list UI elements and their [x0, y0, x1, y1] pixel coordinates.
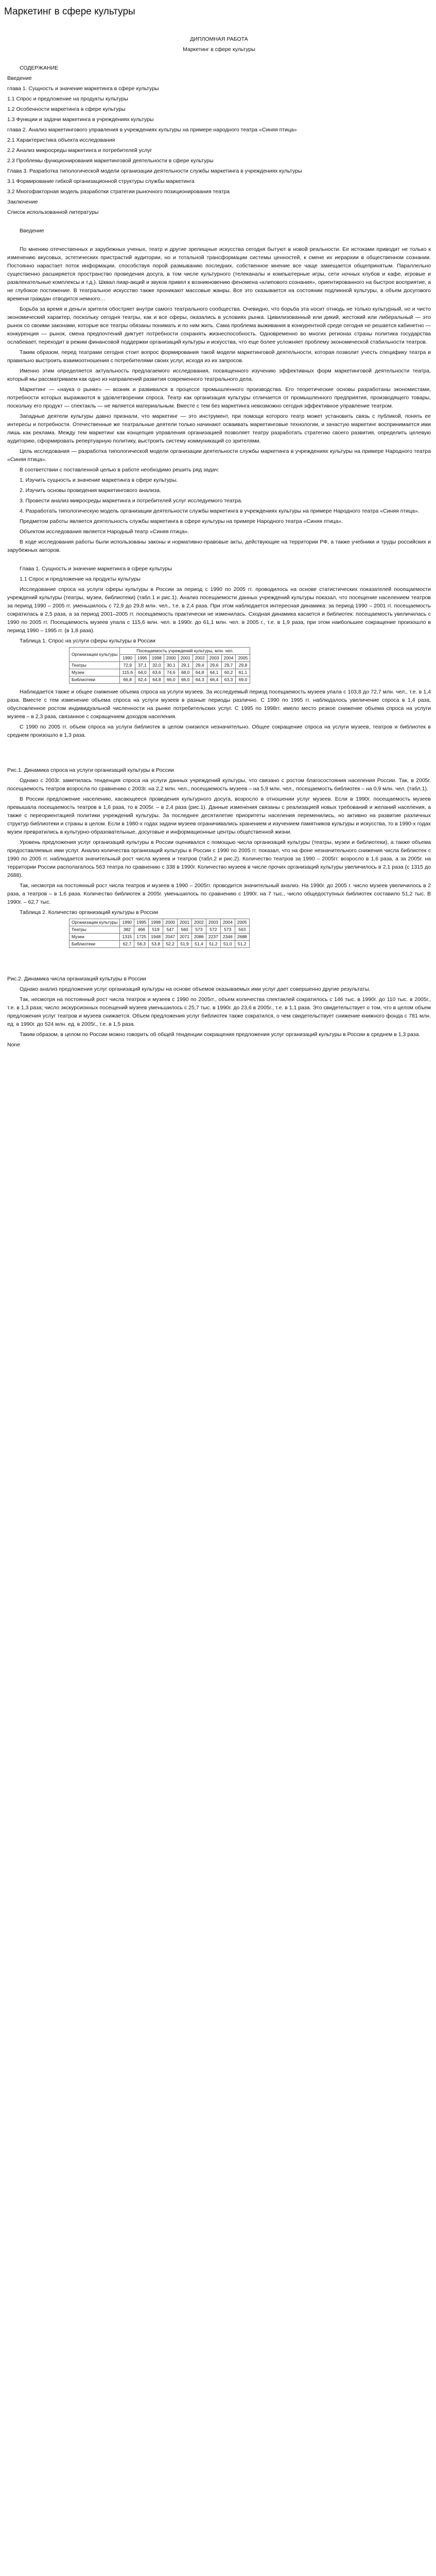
paragraph: Борьба за время и деньги зрителя обостряет внутри самого театрального сообщества. Очевидно, что борьба эта носит отнюдь не только культурный, но и чисто экономический характер, поскольку сегодня театры, как и все сферы, оказались в условиях рынка. Цивилизованный или дикий, жестокий или либеральный — это рынок со своими законами, которые все театры обязаны понимать и по ним жить. Сама проблема выживания в конкурентной среде сегодня не решается кабинетно — конкуренция — рынок, смена предпочтений диктует потребности сохранять жизнеспособность. Одновременно во многих регионах страны политика государства ослабевает, переходит в режим финансовой поддержки организаций культуры и искусства, что еще более усложняет проблему экономической стабильности театров. [7, 306, 431, 345]
toc-item: 3.1 Формирование гибкой организационной структуры службы маркетинга [7, 178, 195, 184]
institutions-table [69, 919, 250, 948]
paragraph: Так, несмотря на постоянный рост числа театров и музеев с 1990 по 2005гг., объем количества спектаклей сократилось с 146 тыс. в 1990г. до 110 тыс. в 2005г., т.е. в 1,3 раза; число экскурсионных посещений музеев уменьшилось с 25,7 тыс. в 1990г. до 23,6 в 2005г., т.е. в 1,1 раза. Это свидетельствует о том, что в целом объем предложения услуг театров и музеев снижается. Объем предложения услуг библиотек также сократился, о чем свидетельствует снижение книжного фонда с 781 млн. ед. в 1990г. до 524 млн. ед. в 2005г., т.е. в 1,5 раза. [7, 996, 431, 1027]
table-header-cell: 1998 [149, 655, 164, 662]
table-cell: 61,1 [236, 669, 250, 676]
paragraph: Исследование спроса на услуги сферы культуры в России за период с 1990 по 2005 гг. проводилось на основе статистических показателей посещаемости учреждений культуры (театры, музеи, библиотеки) (табл.1 и рис.1). Анализ посещаемости данных учреждений культуры показал, что посещение населением театров за период 1990 – 2005 гг. уменьшилось с 72,9 до 29,8 млн. чел., т.е. в 2,4 раза. При этом наблюдается интересная динамика: за период 1990 – 2001 гг. посещаемость сократилась в 2,5 раза, а за период 2001–2005 гг. посещаемость практически не изменилась. Сходная динамика касается и библиотек: посещаемость увеличилась с 1990 по 2005 гг. Посещаемость музеев упала с 115,6 млн. чел. в 1990г. до 61,1 млн. чел. в 2005 г., т.е. в 1,9 раза, при этом наибольшее сокращение произошло в период 1990 – 1995 гг. (в 1,8 раза). [7, 586, 431, 634]
table-row [69, 934, 250, 941]
toc-item: 2.1 Характеристика объекта исследования [7, 137, 115, 143]
table-cell: 64,8 [193, 669, 207, 676]
table-cell: 563 [235, 926, 249, 934]
toc-item: Глава 3. Разработка типологической модели организации деятельности службы маркетинга в учреждениях культуры [7, 168, 302, 174]
table-header-cell: 2000 [164, 655, 178, 662]
section-title: 1.1 Спрос и предложение на продукты культуры [20, 576, 141, 582]
intro-title: Введение [20, 228, 44, 234]
table-cell: 37,1 [135, 662, 150, 669]
toc-item: Список использованной литературы [7, 209, 99, 215]
paragraph: В соответствии с поставленной целью в работе необходимо решить ряд задач: [20, 467, 219, 473]
paragraph: Наблюдается также и общее снижение объема спроса на услуги музеев. За исследуемый период посещаемость музеев упала с 103,8 до 72,7 млн. чел., т.е. в 1,4 раза. Вместе с тем изменение объема спроса на услуги музеев в разные периоды различно. С 1990 по 1995 гг. наблюдалось увеличение спроса в 1,4 раза, обусловленное ростом индивидуальной численности на рынке потребительских услуг. С 1995 по 1998гг. имело место резкое снижение объема спроса на услуги музеев – в 2,3 раза, связанное с сокращением доходов населения. [7, 689, 431, 720]
table-cell: 53,8 [149, 941, 163, 948]
table-header-row [69, 648, 250, 655]
paragraph: Цель исследования — разработка типологической модели организации деятельности службы маркетинга в учреждениях культуры на примере Народного театра «Синяя птица». [7, 448, 431, 463]
table-header-cell: 2001 [178, 655, 193, 662]
table-header-cell: 2005 [236, 655, 250, 662]
paragraph: Однако анализ предложения услуг организаций культуры на основе объемов оказываемых ими услуг дает совершенно другие результаты. [20, 986, 371, 992]
figure-2-placeholder [7, 952, 431, 973]
table-cell: 519 [149, 926, 163, 934]
paragraph: По мнению отечественных и зарубежных ученых, театр и другие зрелищные искусства сегодня бытуют в новой реальности. Ее истоками приводит не только к изменению вкусовых, эстетических пристрастий аудитории, но и тотальной трансформации системы ценностей, к смене их иерархии в общественном сознании. Постоянно нарастает поток информации, способствуя порой размыванию последних, собственное мнение все чаще замещается общепринятым. Параллельно существенно расширяется пространство проведения досуга, в том числе культурного (телеканалы и компьютерные игры, сети ночных клубов и кафе, игровые и развлекательные комплексы и т.д.). Шквал пиар-акций и звуков привел к возникновению феномена «клипового сознания», ориентированного на быстрое восприятие, а не глубокое постижение. В театральное искусство также проникают массовые жанры. Все это сказывается на состоянии подлинной культуры, в объем досугового времени граждан отводится немного… [7, 246, 431, 302]
paragraph: Таким образом, перед театрами сегодня стоит вопрос формирования такой модели маркетинговой деятельности, которая позволит учесть специфику театра и правильно выстроить взаимоотношения с потребителями своих услуг, исходя из их запросов. [7, 349, 431, 364]
table-header-cell: 2005 [235, 919, 249, 926]
table-row [69, 941, 250, 948]
table-cell: 62,7 [120, 941, 134, 948]
table-cell: 560 [178, 926, 192, 934]
table-cell: Библиотеки [69, 941, 120, 948]
table-cell: 66,8 [120, 676, 135, 684]
toc-item: Заключение [7, 199, 38, 205]
figure-caption: Рис.1. Динамика спроса на услуги организаций культуры в России [7, 767, 174, 773]
table-cell: Музеи [69, 669, 120, 676]
table-cell: Музеи [69, 934, 120, 941]
table-cell: 68,0 [178, 669, 193, 676]
toc-item: 1.3 Функции и задачи маркетинга в учреждениях культуры [7, 116, 154, 123]
table-header-cell: Организации культуры [69, 648, 120, 662]
table-cell: 1725 [134, 934, 149, 941]
table-row [69, 676, 250, 684]
table-cell: 2071 [178, 934, 192, 941]
table-cell: 63,6 [149, 669, 164, 676]
table-cell: 69,0 [236, 676, 250, 684]
paragraph: 4. Разработать типологическую модель организации деятельности службы маркетинга в учреждениях культуры на примере Народного театра «Синяя птица». [20, 508, 420, 514]
page-header [0, 0, 436, 24]
intro-section [7, 245, 431, 554]
table-cell: 466 [134, 926, 149, 934]
toc-item: 1.1 Спрос и предложение на продукты культуры [7, 96, 128, 102]
article-body [0, 24, 436, 1056]
table-header-cell: 2004 [221, 655, 236, 662]
table-cell: Библиотеки [69, 676, 120, 684]
table-header-cell: 2001 [178, 919, 192, 926]
table-header-cell: Организации культуры [69, 919, 120, 926]
table-cell: 1315 [120, 934, 134, 941]
table-cell: 51,9 [178, 941, 192, 948]
table-row [69, 926, 250, 934]
table-header-cell: 2000 [163, 919, 178, 926]
table-cell: 62,4 [135, 676, 150, 684]
paragraph: Однако с 2003г. заметилась тенденция спроса на услуги данных учреждений культуры, что связано с ростом благосостояния населения России. Так, в 2005г. посещаемость театров возросла по сравнению с 2003г. на 2,2 млн. чел., посещаемость музеев – на 5,9 млн. чел., посещаемость библиотек – на 0,9 млн. чел. (табл.1). [7, 777, 431, 792]
table-row [69, 662, 250, 669]
table-cell: 382 [120, 926, 134, 934]
toc-item: 2.2 Анализ микросреды маркетинга и потребителей услуг [7, 147, 152, 154]
doc-subheading: Маркетинг в сфере культуры [183, 46, 255, 53]
table-cell: 572 [206, 926, 220, 934]
chapter-title: Глава 1. Сущность и значение маркетинга в сфере культуры [20, 566, 172, 572]
table-cell: 51,0 [220, 941, 235, 948]
table-cell: 2237 [206, 934, 220, 941]
attendance-table [69, 647, 250, 684]
paragraph: Уровень предложения услуг организаций культуры в России оценивался с помощью числа организаций культуры (театры, музеи и библиотеки), а также объема предоставляемых ими услуг. Анализ количества организаций культуры в России с 1990 по 2005 гг. показал, что на фоне незначительного снижения числа библиотек с 1990 по 2005 гг. наблюдается значительный рост числа музеев и театров (табл.2 и рис.2). Количество театров за 1990 – 2005гг. возросло в 1,6 раза, а за 2005г. на территории России располагалось 563 театра по сравнению с 338 в 1990г. Количество музеев в числе прочих организаций культуры увеличилось в 2,1 раза (с 1315 до 2688). [7, 839, 431, 878]
table-cell: 1948 [149, 934, 163, 941]
paragraph: Маркетинг — «наука о рынке» — возник и развивался в процессе промышленного производства. Его теоретические основы разработаны экономистами, потребности которых выражаются в удовлетворении спроса. Театр как организация культуры отличается от промышленного предприятия, производящего товары, поскольку его продукт — спектакль — не является материальным. Вместе с тем без маркетинга невозможно сегодня эффективное управление театром. [7, 386, 431, 409]
table-cell: 2086 [191, 934, 206, 941]
table-cell: 56,3 [134, 941, 149, 948]
toc-item: Введение [7, 75, 32, 81]
toc-item: 3.2 Многофакторная модель разработки стратегии рыночного позиционирования театра [7, 189, 230, 195]
table-of-contents [7, 74, 431, 216]
toc-item: глава 2. Анализ маркетингового управления в учреждениях культуры на примере народного театра «Синяя птица» [7, 127, 297, 133]
table-cell: 74,6 [164, 669, 178, 676]
table-cell: 29,6 [207, 662, 221, 669]
table-row [69, 669, 250, 676]
table-cell: 29,4 [193, 662, 207, 669]
table-cell: 64,1 [207, 669, 221, 676]
table-cell: 29,7 [221, 662, 236, 669]
paragraph: Предметом работы является деятельность службы маркетинга в сфере культуры на примере Народного театра «Синяя птица». [20, 518, 343, 524]
table-cell: 573 [220, 926, 235, 934]
paragraph: Объектом исследования является Народный театр «Синяя птица». [20, 529, 189, 535]
table-cell: 2688 [235, 934, 249, 941]
table-cell: 51,2 [206, 941, 220, 948]
table-cell: 2047 [163, 934, 178, 941]
paragraph: 2. Изучить основы проведения маркетингового анализа. [20, 487, 161, 494]
table-cell: 64,8 [149, 676, 164, 684]
toc-item: 2.3 Проблемы функционирования маркетинговой деятельности в сфере культуры [7, 158, 214, 164]
table-header-cell: 2004 [220, 919, 235, 926]
doc-heading: ДИПЛОМНАЯ РАБОТА [190, 36, 248, 42]
table-header-cell: 1995 [135, 655, 150, 662]
table-cell: 2346 [220, 934, 235, 941]
table-cell: Театры [69, 926, 120, 934]
table-cell: 66,4 [207, 676, 221, 684]
paragraph: С 1990 по 2005 гг. объем спроса на услуги библиотек в целом снизился незначительно. Общее сокращение спроса на услуги музеев, театров и библиотек в среднем произошло в 1,3 раза. [7, 724, 431, 738]
table-cell: 66,0 [164, 676, 178, 684]
paragraph: Именно этим определяется актуальность предлагаемого исследования, посвященного изучению эффективных форм маркетинговой деятельности театра, который мы рассматриваем как одно из направлений развития современного театрального дела. [7, 368, 431, 382]
table-header-row [69, 919, 250, 926]
paragraph: Таким образом, в целом по России можно говорить об общей тенденции сокращения предложения услуг организаций культуры в России в среднем в 1,3 раза. [20, 1031, 421, 1038]
toc-item: глава 1. Сущность и значение маркетинга в сфере культуры [7, 86, 159, 92]
table-cell: 64,0 [135, 669, 150, 676]
paragraph: В России предложение населению, касающееся проведения культурного досуга, возросло в отношении услуг музеев. Если в 1990г. посещаемость музеев превышала посещаемость театров в 1,6 раза, то в 2005г. – в 2,4 раза (рис.1). Данные изменения связаны с реализацией новых требований и желаний населения, а также с переориентацией политики учреждений культуры. За последнее десятилетие приоритеты населения переменились, но активно на развитие различных структур библиотеки и страны в целом. Если в 1980-х годах задачи музеев ограничивались хранением и изучением памятников культуры и искусства, то в 1990-х годах музеи превратились в культурно-образовательные, досуговые и информационные центры общественной жизни. [7, 796, 431, 835]
toc-item: 1.2 Особенности маркетинга в сфере культуры [7, 106, 126, 112]
paragraph: 3. Провести анализ микросреды маркетинга и потребителей услуг исследуемого театра. [20, 498, 242, 504]
table-cell: 66,0 [178, 676, 193, 684]
table-header-cell: 2002 [191, 919, 206, 926]
table-header-cell: 1990 [120, 919, 134, 926]
paragraph: В ходе исследования работы были использованы законы и нормативно-правовые акты, действующие на территории РФ, а также учебники и труды российских и зарубежных авторов. [7, 539, 431, 553]
table-cell: Театры [69, 662, 120, 669]
table-header-cell: Посещаемость учреждений культуры, млн. чел. [120, 648, 250, 655]
figure-1-placeholder [7, 743, 431, 764]
table-header-cell: 2003 [206, 919, 220, 926]
paragraph: 1. Изучить сущность и значение маркетинга в сфере культуры. [20, 477, 178, 483]
table-cell: 51,2 [235, 941, 249, 948]
table-cell: 63,3 [221, 676, 236, 684]
table-cell: 115,6 [120, 669, 135, 676]
page-title: Маркетинг в сфере культуры [4, 6, 135, 17]
table-cell: 29,8 [236, 662, 250, 669]
table-cell: 573 [191, 926, 206, 934]
table-header-cell: 1990 [120, 655, 135, 662]
table-caption: Таблица 2. Количество организаций культуры в России [20, 909, 159, 916]
table-cell: 29,1 [178, 662, 193, 669]
table-cell: 72,9 [120, 662, 135, 669]
table-cell: 64,3 [193, 676, 207, 684]
table-cell: 52,2 [163, 941, 178, 948]
paragraph: Так, несмотря на постоянный рост числа театров и музеев в 1990 – 2005гг. проводится значительный анализ. На 1990г. до 2005 г. число музеев увеличилось в 2 раза, а театров – в 1,6 раза. Количество библиотек в 2005г. уменьшилось по сравнению с 1990г. на 7 тыс., число общедоступных библиотек составило 51,2 тыс. В 1990г. – 62,7 тыс. [7, 883, 431, 905]
paragraph: Западные деятели культуры давно признали, что маркетинг — это инструмент, при помощи которого театр может установить связь с публикой, понять ее интересы и потребности. Отечественные же театральные деятели только начинают осваивать маркетинговые технологии, и зачастую маркетинг воспринимается ими лишь как реклама. Между тем маркетинг как концепция управления организацией позволяет театру разработать стратегию своего развития, определить целевую аудиторию, сформировать репертуарную политику, выстроить систему коммуникаций со зрителями. [7, 413, 431, 444]
table-header-cell: 1998 [149, 919, 163, 926]
table-cell: 30,1 [164, 662, 178, 669]
table-cell: 51,4 [191, 941, 206, 948]
table-cell: 32,0 [149, 662, 164, 669]
table-cell: 60,2 [221, 669, 236, 676]
contents-title: СОДЕРЖАНИЕ [20, 65, 59, 71]
table-caption: Таблица 1. Спрос на услуги сферы культуры в России [20, 638, 155, 644]
footer-text: None [7, 1042, 21, 1048]
table-header-cell: 2002 [193, 655, 207, 662]
table-header-cell: 1995 [134, 919, 149, 926]
table-header-cell: 2003 [207, 655, 221, 662]
figure-caption: Рис.2. Динамика числа организаций культуры в России [7, 976, 146, 982]
table-cell: 547 [163, 926, 178, 934]
